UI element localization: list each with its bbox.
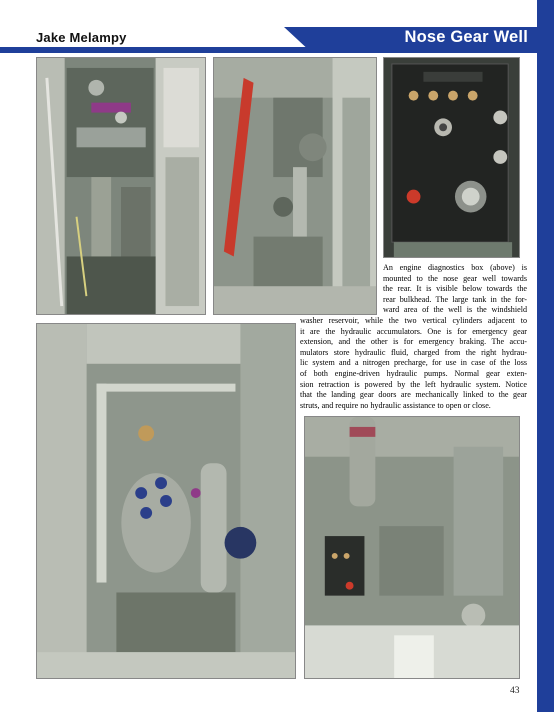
caption [300,263,527,411]
caption-line: that the landing gear doors are mechanically linked to the gear [300,390,527,400]
gear-well-forward-illustration [305,417,519,678]
caption-line: ward area of the well is the windshield [383,305,527,315]
photo-hydraulic-accumulators [36,323,296,679]
caption-line: it are the hydraulic accumulators. One is for emergency gear [300,326,527,336]
caption-line: the rear. It is visible below towards the [383,284,527,294]
caption-line: lic system and a nitrogen precharge, for use in case of the loss [300,358,527,368]
page-edge-bar [537,0,554,712]
caption-line: An engine diagnostics box (above) is [383,263,527,272]
caption-line: sion retraction is powered by the left hydraulic system. Notice [300,379,527,389]
caption-line: mulators store hydraulic fluid, charged from the right hydrau- [300,347,527,357]
caption-line: extension, and the other is for emergency braking. The accu- [300,337,527,347]
engine-diagnostics-box-illustration [384,58,519,257]
caption-line: rear bulkhead. The large tank in the for- [383,294,527,304]
photo-gear-well-forward [304,416,520,679]
photo-engine-diagnostics-box [383,57,520,258]
nose-gear-well-rear-illustration [37,58,205,314]
caption-line: of both engine-driven hydraulic pumps. Normal gear exten- [300,368,527,378]
photo-nose-gear-well-rear [36,57,206,315]
caption-line: washer reservoir, while the two vertical cylinders adjacent to [300,315,527,325]
caption-line: mounted to the nose gear well towards [383,273,527,283]
page-title: Nose Gear Well [404,28,528,46]
author-name: Jake Melampy [36,30,127,45]
hydraulic-accumulators-illustration [37,324,295,678]
caption-line: struts, and require no hydraulic assistance to open or close. [300,400,491,410]
page-number: 43 [510,686,520,696]
